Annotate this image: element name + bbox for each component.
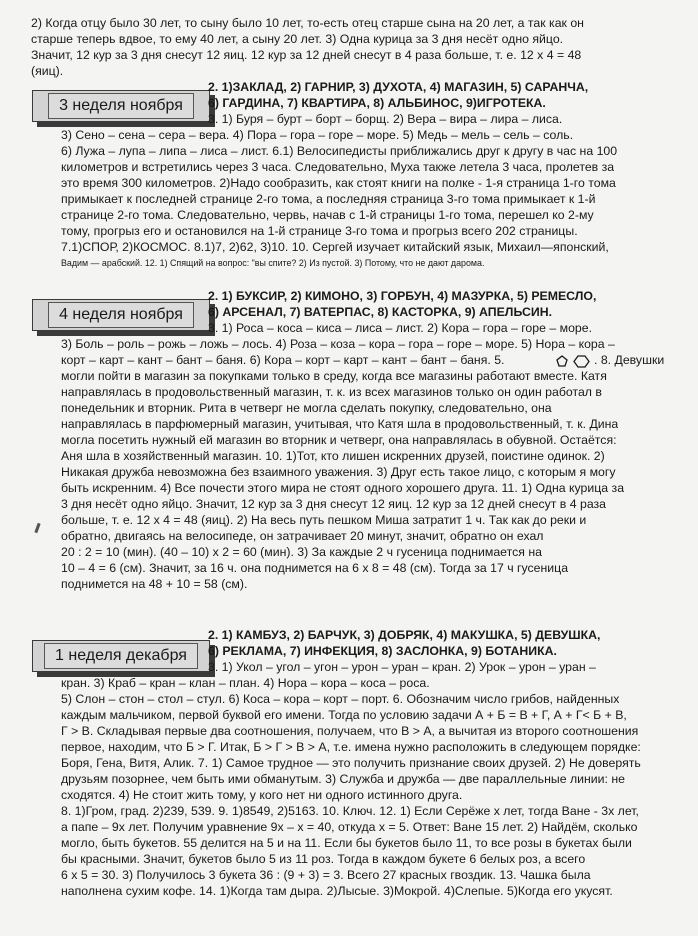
text-line: Боря, Гена, Витя, Алик. 7. 1) Самое трудное — это получить признание своих друзей. 2) Не доверять bbox=[61, 756, 641, 770]
text-line: 3. 1) Роса – коса – киса – лиса – лист. 2) Кора – гора – горе – море. bbox=[208, 321, 593, 335]
text-line: 3 дня несёт одно яйцо. Значит, 12 кур за 3 дня снесут 12 яиц. 12 кур за 12 дней снесут в 4 раза bbox=[61, 497, 607, 511]
week-label-box-2 bbox=[32, 299, 210, 331]
text-line: 5) Слон – стон – стол – стул. 6) Коса – кора – корт – порт. 6. Обозначим число грибов, найденных bbox=[61, 692, 620, 706]
text-line: примыкает к последней странице 2-го тома, а последняя страница 3-го тома примыкает к 1-й bbox=[61, 192, 596, 206]
text-line: кран. 3) Краб – кран – клан – план. 4) Нора – кора – коса – роса. bbox=[61, 676, 430, 690]
text-line: сходятся. 4) Не стоит жить тому, у кого нет ни одного истинного друга. bbox=[61, 788, 463, 802]
week-label-box-1 bbox=[32, 90, 210, 122]
text-line: Вадим — арабский. 12. 1) Спящий на вопрос: "вы спите? 2) Из пустой. 3) Потому, что не дают дарома. bbox=[61, 258, 485, 268]
text-line: каждым мальчиком, первой буквой его имени. Тогда по условию задачи А + Б = В + Г, А + Г< Б + В, bbox=[61, 708, 627, 722]
text-line: больше, т. е. 12 х 4 = 48 (яиц). 2) На весь путь пешком Миша затратит 1 ч. Так как до реки и bbox=[61, 513, 587, 527]
text-line: километров и встретились через 3 часа. Следовательно, Муха также летела 3 часа, пролетев за bbox=[61, 160, 615, 174]
text-line: . 8. Девушки bbox=[594, 353, 665, 367]
text-line: первое, находим, что Б > Г. Итак, Б > Г > В > А, т.е. имена нужно расположить в следующем порядке: bbox=[61, 740, 641, 754]
text-line: 3) Боль – роль – рожь – ложь – лось. 4) Роза – коза – кора – гора – горе – море. 5) Нора – кора – bbox=[61, 337, 615, 351]
pentagon-hexagon-figure bbox=[556, 355, 594, 368]
text-line: 20 : 2 = 10 (мин). (40 – 10) х 2 = 60 (мин). 3) За каждые 2 ч гусеница поднимается на bbox=[61, 545, 542, 559]
text-line: обратно, двигаясь на велосипеде, он затрачивает 20 минут, значит, обратно он ехал bbox=[61, 529, 544, 543]
text-line: Г > В. Складывая первые два соотношения, получаем, что В > А, а вычитая из второго соотношения bbox=[61, 724, 639, 738]
text-line: это время 300 километров. 2)Надо сообразить, как стоят книги на полке - 1-я страница 1-го тома bbox=[61, 176, 616, 190]
text-line: быть искренним. 4) Все почести этого мира не стоят одного хорошего друга. 11. 1) Одна курица за bbox=[61, 481, 625, 495]
text-line: 3. 1) Буря – бурт – борт – борщ. 2) Вера – вира – лира – лиса. bbox=[208, 112, 563, 126]
answer-words-line: 2. 1) БУКСИР, 2) КИМОНО, 3) ГОРБУН, 4) МАЗУРКА, 5) РЕМЕСЛО, bbox=[208, 289, 597, 303]
margin-mark bbox=[34, 523, 40, 533]
text-line: бы красными. Значит, букетов было 5 из 11 роз. Тогда в каждом букете 6 белых роз, а всего bbox=[61, 852, 586, 866]
text-line: направлялась в парфюмерный магазин, учитывая, что Катя шла в продовольственный, т. к. Дина bbox=[61, 417, 619, 431]
text-line: Аня шла в хозяйственный магазин. 10. 1)Тот, кто лишен искренних друзей, поистине одинок. 2) bbox=[61, 449, 605, 463]
text-line: 6) Лужа – лупа – липа – лиса – лист. 6.1) Велосипедисты приближались друг к другу в час на 100 bbox=[61, 144, 618, 158]
text-line: 3. 1) Укол – угол – угон – урон – уран – кран. 2) Урок – урон – уран – bbox=[208, 660, 596, 674]
pentagon-icon bbox=[557, 356, 567, 366]
text-line: поднимется на 48 + 10 = 58 (см). bbox=[61, 577, 248, 591]
text-line: 8. 1)Гром, град. 2)239, 539. 9. 1)8549, 2)5163. 10. Ключ. 12. 1) Если Серёже х лет, тогда Ване - 3х лет, bbox=[61, 804, 639, 818]
text-line: могла посетить нужный ей магазин во вторник и четверг, она направлялась в обувной. Остаётся: bbox=[61, 433, 617, 447]
text-line: понедельник и вторник. Рита в четверг не могла сделать покупку, следовательно, она bbox=[61, 401, 552, 415]
text-line: могли пойти в магазин за покупками только в среду, когда все магазины работают вместе. Катя bbox=[61, 369, 607, 383]
text-line: корт – карт – кант – бант – баня. 6) Кора – корт – карт – кант – бант – баня. 5. bbox=[61, 353, 505, 367]
week-label-2: 4 неделя ноября bbox=[48, 302, 194, 328]
text-line: 10 – 4 = 6 (см). Значит, за 16 ч. она поднимется на 6 х 8 = 48 (см). Тогда за 17 ч гусеница bbox=[61, 561, 569, 575]
text-line: Никакая дружба невозможна без взаимного уважения. 3) Друг есть такое лицо, с которым я могу bbox=[61, 465, 616, 479]
answer-words-line: 2. 1)ЗАКЛАД, 2) ГАРНИР, 3) ДУХОТА, 4) МАГАЗИН, 5) САРАНЧА, bbox=[208, 80, 589, 94]
text-line: странице 2-го тома. Следовательно, червь, начав с 1-й страницы 1-го тома, перешел ко 2-му bbox=[61, 208, 594, 222]
answer-words-line: 6) ГАРДИНА, 7) КВАРТИРА, 8) АЛЬБИНОС, 9)ИГРОТЕКА. bbox=[208, 96, 546, 110]
week-label-box-3 bbox=[32, 640, 210, 672]
text-line: а папе – 9х лет. Получим уравнение 9х – х = 40, откуда х = 5. Ответ: Ване 15 лет. 2) Найдём, сколько bbox=[61, 820, 638, 834]
text-line: тому, прогрыз его и остановился на 1-й странице 3-го тома и прогрыз всего 202 страницы. bbox=[61, 224, 578, 238]
text-line: могло, быть букетов. 55 делится на 5 и на 11. Если бы букетов было 11, то все розы в букетах были bbox=[61, 836, 632, 850]
text-line: (яиц). bbox=[31, 64, 64, 78]
answer-words-line: 6) АРСЕНАЛ, 7) ВАТЕРПАС, 8) КАСТОРКА, 9) АПЕЛЬСИН. bbox=[208, 305, 552, 319]
text-line: Значит, 12 кур за 3 дня снесут 12 яиц. 12 кур за 12 дней снесут в 4 раза больше, т. е. 12 х 4 = 48 bbox=[31, 48, 582, 62]
text-line: направлялась в продовольственный магазин, т. к. из всех магазинов только он один работал в bbox=[61, 385, 602, 399]
week-label-1: 3 неделя ноября bbox=[48, 93, 194, 119]
text-line: 3) Сено – сена – сера – вера. 4) Пора – гора – горе – море. 5) Медь – мель – сель – соль. bbox=[61, 128, 574, 142]
week-label-3: 1 неделя декабря bbox=[44, 643, 198, 669]
hexagon-icon bbox=[574, 356, 589, 367]
text-line: наполнена сухим кофе. 14. 1)Когда там дыра. 2)Лысые. 3)Мокрой. 4)Слепые. 5)Когда его укусят. bbox=[61, 884, 613, 898]
text-line: 7.1)СПОР, 2)КОСМОС. 8.1)7, 2)62, 3)10. 10. Сергей изучает китайский язык, Михаил—японский, bbox=[61, 240, 609, 254]
text-line: друзьям позорнее, чем быть ими обманутым. 3) Служба и дружба — две параллельные линии: не bbox=[61, 772, 625, 786]
text-line: старше теперь вдвое, то ему 40 лет, а сыну 20 лет. 3) Одна курица за 3 дня несёт одно яйцо. bbox=[31, 32, 564, 46]
text-line: 6 х 5 = 30. 3) Получилось 3 букета 36 : (9 + 3) = 3. Всего 27 красных гвоздик. 13. Чашка была bbox=[61, 868, 591, 882]
text-line: 2) Когда отцу было 30 лет, то сыну было 10 лет, то-есть отец старше сына на 20 лет, а так как он bbox=[31, 16, 584, 30]
answer-words-line: 6) РЕКЛАМА, 7) ИНФЕКЦИЯ, 8) ЗАСЛОНКА, 9) БОТАНИКА. bbox=[208, 644, 557, 658]
answer-words-line: 2. 1) КАМБУЗ, 2) БАРЧУК, 3) ДОБРЯК, 4) МАКУШКА, 5) ДЕВУШКА, bbox=[208, 628, 601, 642]
